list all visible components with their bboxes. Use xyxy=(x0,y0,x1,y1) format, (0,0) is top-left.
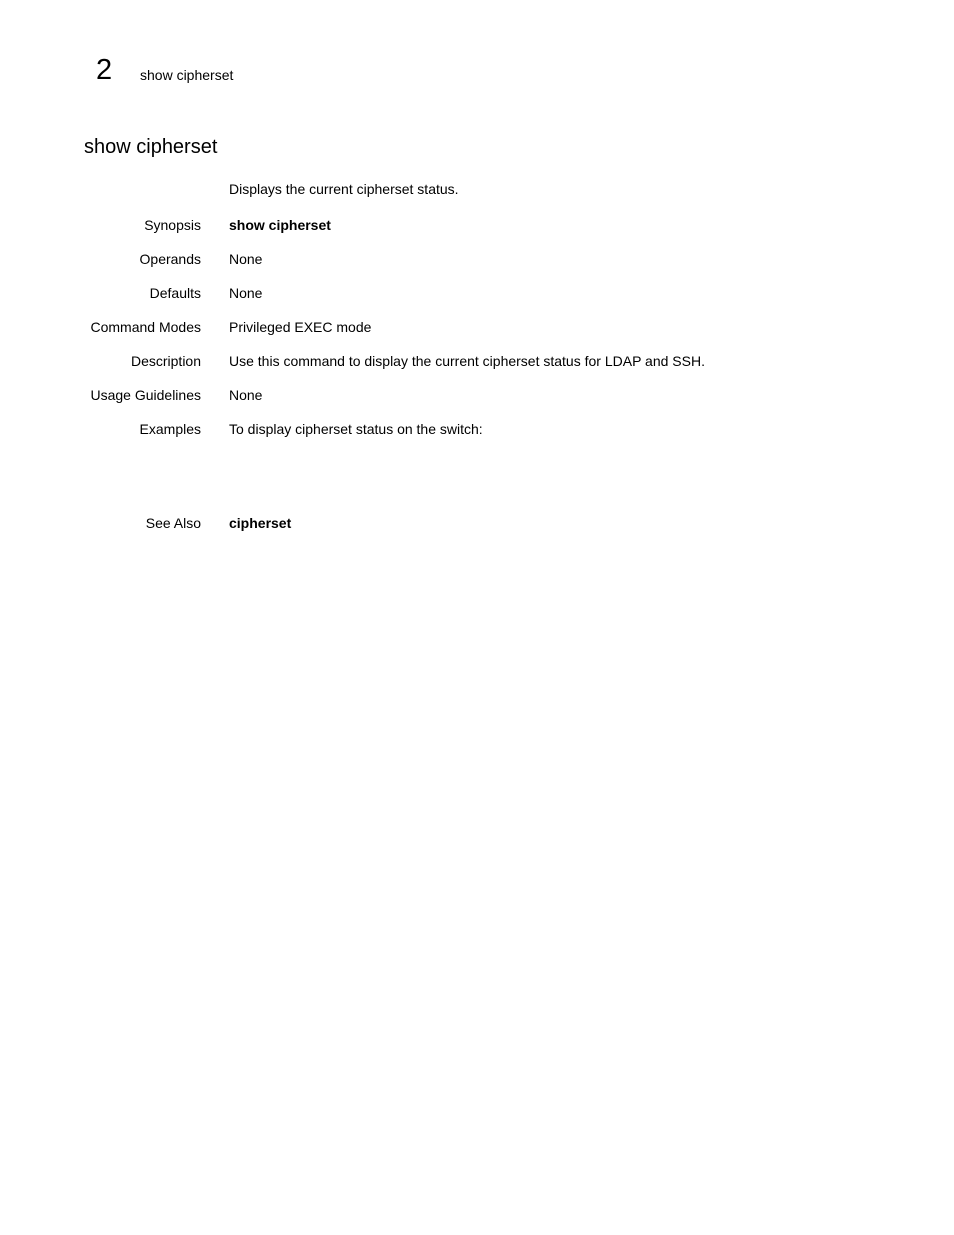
operands-row xyxy=(0,250,954,270)
running-title: show cipherset xyxy=(140,67,234,83)
examples-label: Examples xyxy=(139,421,201,437)
synopsis-row xyxy=(0,216,954,236)
operands-label: Operands xyxy=(139,251,201,267)
see-also-row xyxy=(0,514,954,534)
defaults-label: Defaults xyxy=(149,285,201,301)
description-row xyxy=(0,352,954,372)
examples-value: To display cipherset status on the switch: xyxy=(229,421,483,437)
usage-guidelines-label: Usage Guidelines xyxy=(90,387,201,403)
usage-guidelines-value: None xyxy=(229,387,263,403)
chapter-number: 2 xyxy=(96,54,113,86)
synopsis-value: show cipherset xyxy=(229,217,331,233)
see-also-cipherset-link[interactable]: cipherset xyxy=(229,515,292,531)
examples-row xyxy=(0,420,954,440)
operands-value: None xyxy=(229,251,263,267)
command-modes-value: Privileged EXEC mode xyxy=(229,319,372,335)
usage-guidelines-row xyxy=(0,386,954,406)
defaults-row xyxy=(0,284,954,304)
section-title: show cipherset xyxy=(84,136,218,158)
description-value: Use this command to display the current cipherset status for LDAP and SSH. xyxy=(229,353,705,369)
defaults-value: None xyxy=(229,285,263,301)
command-modes-row xyxy=(0,318,954,338)
description-label: Description xyxy=(130,353,201,369)
synopsis-label: Synopsis xyxy=(144,217,201,233)
command-summary: Displays the current cipherset status. xyxy=(229,181,459,197)
see-also-label: See Also xyxy=(145,515,201,531)
command-modes-label: Command Modes xyxy=(90,319,201,335)
